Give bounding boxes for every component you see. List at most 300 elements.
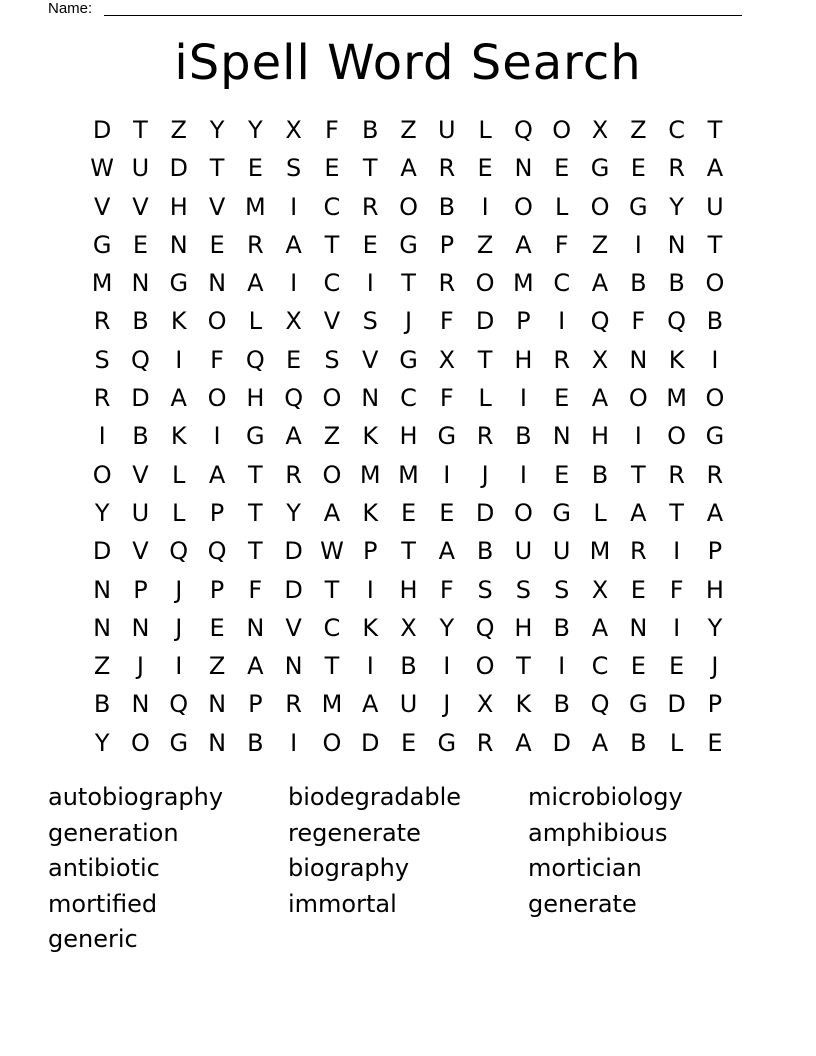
grid-letter: J bbox=[175, 575, 183, 604]
grid-letter: S bbox=[554, 575, 570, 604]
grid-letter: P bbox=[707, 690, 723, 719]
grid-letter: A bbox=[323, 498, 341, 527]
grid-letter: I bbox=[443, 652, 451, 681]
grid-letter: M bbox=[244, 192, 266, 221]
grid-letter: B bbox=[706, 307, 724, 336]
grid-letter: N bbox=[514, 154, 533, 183]
grid-letter: H bbox=[514, 345, 533, 374]
grid-letter: F bbox=[248, 575, 263, 604]
grid-letter: V bbox=[93, 192, 111, 221]
grid-letter: I bbox=[519, 460, 527, 489]
grid-letter: F bbox=[669, 575, 684, 604]
grid-letter: E bbox=[400, 728, 417, 757]
grid-letter: O bbox=[552, 116, 572, 144]
grid-letter: V bbox=[132, 460, 149, 489]
grid-letter: Q bbox=[169, 690, 189, 719]
grid-letter: C bbox=[323, 613, 341, 642]
grid-letter: N bbox=[208, 728, 227, 757]
word-list-item: mortician bbox=[528, 854, 642, 882]
grid-letter: R bbox=[285, 460, 302, 489]
grid-letter: X bbox=[285, 307, 302, 336]
grid-letter: A bbox=[515, 230, 532, 259]
grid-letter: I bbox=[558, 652, 566, 681]
word-list-item: biodegradable bbox=[288, 783, 462, 811]
grid-letter: H bbox=[705, 575, 724, 604]
grid-letter: I bbox=[213, 422, 221, 451]
grid-letter: U bbox=[399, 690, 418, 719]
word-list-item: amphibious bbox=[528, 818, 668, 847]
grid-letter: D bbox=[475, 498, 495, 527]
grid-letter: C bbox=[323, 269, 341, 298]
grid-letter: S bbox=[286, 154, 302, 183]
grid-letter: G bbox=[169, 728, 189, 757]
grid-letter: G bbox=[437, 728, 457, 757]
grid-letter: T bbox=[630, 460, 646, 489]
grid-letter: R bbox=[438, 154, 456, 183]
grid-letter: W bbox=[320, 537, 344, 566]
grid-letter: I bbox=[290, 269, 298, 298]
grid-letter: L bbox=[478, 116, 492, 144]
grid-letter: P bbox=[209, 575, 225, 604]
grid-letter: S bbox=[515, 575, 532, 604]
grid-letter: A bbox=[591, 384, 609, 413]
grid-letter: H bbox=[399, 575, 418, 604]
grid-letter: P bbox=[362, 537, 378, 566]
grid-letter: B bbox=[630, 269, 647, 298]
grid-letter: F bbox=[631, 307, 646, 336]
grid-letter: V bbox=[132, 192, 149, 221]
grid-letter: O bbox=[322, 728, 342, 757]
grid-letter: G bbox=[629, 192, 648, 221]
grid-letter: I bbox=[443, 460, 451, 489]
grid-letter: I bbox=[634, 422, 642, 451]
grid-letter: J bbox=[404, 307, 413, 336]
grid-letter: M bbox=[321, 690, 343, 719]
grid-letter: A bbox=[591, 269, 609, 298]
grid-letter: Z bbox=[93, 652, 111, 681]
grid-letter: O bbox=[628, 384, 648, 413]
grid-letter: R bbox=[629, 537, 647, 566]
grid-letter: C bbox=[553, 269, 571, 298]
grid-letter: R bbox=[285, 690, 302, 719]
grid-letter: D bbox=[552, 728, 571, 757]
letter-grid bbox=[83, 111, 734, 762]
grid-letter: I bbox=[711, 345, 719, 374]
grid-letter: M bbox=[398, 460, 419, 489]
grid-letter: T bbox=[248, 460, 263, 489]
grid-letter: V bbox=[132, 537, 149, 566]
grid-letter: F bbox=[554, 230, 569, 259]
grid-letter: M bbox=[589, 537, 611, 566]
grid-letter: G bbox=[399, 230, 418, 259]
grid-letter: A bbox=[515, 728, 532, 757]
grid-letter: N bbox=[208, 690, 227, 719]
grid-letter: Q bbox=[475, 613, 495, 642]
grid-letter: P bbox=[516, 307, 531, 336]
grid-letter: T bbox=[209, 154, 225, 183]
grid-letter: N bbox=[552, 422, 571, 451]
word-list-item: microbiology bbox=[528, 783, 683, 811]
grid-letter: I bbox=[519, 384, 527, 413]
grid-letter: S bbox=[362, 307, 378, 336]
grid-letter: A bbox=[400, 154, 417, 183]
grid-letter: T bbox=[362, 154, 378, 183]
grid-letter: R bbox=[553, 345, 571, 374]
grid-letter: R bbox=[438, 269, 456, 298]
grid-letter: Y bbox=[94, 498, 110, 527]
grid-letter: A bbox=[591, 728, 609, 757]
grid-letter: H bbox=[246, 384, 265, 413]
grid-letter: S bbox=[324, 345, 340, 374]
grid-letter: T bbox=[248, 498, 263, 527]
grid-letter: G bbox=[399, 345, 418, 374]
grid-letter: N bbox=[284, 652, 303, 681]
grid-letter: Z bbox=[208, 652, 226, 681]
grid-letter: A bbox=[170, 384, 187, 413]
grid-letter: I bbox=[366, 269, 374, 298]
grid-letter: A bbox=[285, 230, 302, 259]
name-underline bbox=[104, 15, 742, 16]
grid-letter: M bbox=[513, 269, 534, 298]
grid-letter: Y bbox=[94, 728, 110, 757]
grid-letter: Z bbox=[323, 422, 341, 451]
grid-letter: O bbox=[590, 192, 610, 221]
grid-letter: B bbox=[553, 690, 570, 719]
grid-letter: O bbox=[513, 192, 533, 221]
grid-letter: E bbox=[630, 575, 646, 604]
grid-letter: V bbox=[323, 307, 341, 336]
grid-letter: D bbox=[92, 116, 112, 144]
grid-letter: R bbox=[706, 460, 724, 489]
grid-letter: L bbox=[555, 192, 569, 221]
grid-letter: O bbox=[131, 728, 150, 757]
grid-letter: C bbox=[668, 116, 685, 144]
grid-letter: X bbox=[285, 116, 302, 144]
grid-letter: B bbox=[247, 728, 264, 757]
grid-letter: Q bbox=[245, 345, 265, 374]
grid-letter: K bbox=[515, 690, 532, 719]
grid-letter: B bbox=[591, 460, 609, 489]
grid-letter: A bbox=[630, 498, 647, 527]
grid-letter: J bbox=[175, 613, 183, 642]
grid-letter: N bbox=[629, 345, 648, 374]
grid-letter: D bbox=[667, 690, 686, 719]
grid-letter: I bbox=[175, 652, 183, 681]
grid-letter: U bbox=[706, 192, 724, 221]
grid-letter: K bbox=[362, 498, 379, 527]
grid-letter: O bbox=[705, 384, 725, 413]
grid-letter: F bbox=[325, 116, 339, 144]
grid-letter: G bbox=[92, 230, 112, 259]
grid-letter: U bbox=[514, 537, 533, 566]
grid-letter: U bbox=[131, 498, 150, 527]
grid-letter: E bbox=[247, 154, 263, 183]
grid-letter: C bbox=[323, 192, 341, 221]
grid-letter: I bbox=[175, 345, 183, 374]
grid-letter: T bbox=[707, 230, 723, 259]
grid-letter: E bbox=[209, 613, 225, 642]
grid-letter: N bbox=[131, 613, 150, 642]
grid-letter: A bbox=[706, 154, 724, 183]
grid-letter: G bbox=[437, 422, 457, 451]
grid-letter: Z bbox=[476, 230, 494, 259]
grid-letter: L bbox=[248, 307, 263, 336]
grid-letter: K bbox=[170, 422, 187, 451]
grid-letter: Q bbox=[284, 384, 304, 413]
grid-letter: B bbox=[132, 307, 149, 336]
grid-letter: O bbox=[92, 460, 112, 489]
word-list-item: generate bbox=[528, 889, 637, 918]
grid-letter: R bbox=[361, 192, 379, 221]
grid-letter: O bbox=[207, 307, 227, 336]
grid-letter: V bbox=[208, 192, 226, 221]
grid-letter: P bbox=[707, 537, 723, 566]
grid-letter: S bbox=[94, 345, 110, 374]
grid-letter: D bbox=[169, 154, 188, 183]
name-label: Name: bbox=[48, 0, 93, 17]
grid-letter: T bbox=[324, 575, 340, 604]
grid-letter: L bbox=[172, 498, 186, 527]
grid-letter: W bbox=[90, 154, 115, 183]
grid-letter: I bbox=[558, 307, 566, 336]
grid-letter: N bbox=[246, 613, 265, 642]
grid-letter: H bbox=[514, 613, 533, 642]
grid-letter: R bbox=[246, 230, 264, 259]
grid-letter: F bbox=[439, 384, 454, 413]
grid-letter: B bbox=[438, 192, 456, 221]
grid-letter: H bbox=[399, 422, 418, 451]
grid-letter: H bbox=[169, 192, 188, 221]
grid-letter: Y bbox=[439, 613, 455, 642]
grid-letter: R bbox=[476, 422, 494, 451]
grid-letter: R bbox=[668, 460, 685, 489]
grid-letter: K bbox=[170, 307, 187, 336]
grid-letter: E bbox=[707, 728, 723, 757]
grid-letter: C bbox=[591, 652, 609, 681]
grid-letter: E bbox=[362, 230, 378, 259]
grid-letter: E bbox=[324, 154, 340, 183]
grid-letter: T bbox=[401, 537, 416, 566]
grid-letter: D bbox=[284, 537, 303, 566]
grid-letter: B bbox=[361, 116, 379, 144]
grid-letter: I bbox=[366, 575, 374, 604]
grid-letter: K bbox=[362, 422, 379, 451]
grid-letter: Q bbox=[169, 537, 189, 566]
grid-letter: O bbox=[705, 269, 725, 298]
grid-letter: M bbox=[666, 384, 687, 413]
grid-letter: J bbox=[136, 652, 144, 681]
grid-letter: E bbox=[400, 498, 417, 527]
grid-letter: N bbox=[131, 269, 150, 298]
grid-letter: M bbox=[359, 460, 381, 489]
grid-letter: J bbox=[443, 690, 451, 719]
grid-letter: N bbox=[169, 230, 188, 259]
grid-letter: D bbox=[360, 728, 380, 757]
grid-letter: G bbox=[246, 422, 265, 451]
grid-letter: N bbox=[629, 613, 648, 642]
grid-letter: D bbox=[475, 307, 495, 336]
grid-letter: D bbox=[284, 575, 303, 604]
grid-letter: U bbox=[131, 154, 150, 183]
grid-letter: N bbox=[93, 613, 112, 642]
grid-letter: T bbox=[477, 345, 493, 374]
grid-letter: G bbox=[552, 498, 572, 527]
grid-letter: B bbox=[400, 652, 417, 681]
grid-letter: A bbox=[706, 498, 724, 527]
grid-letter: Y bbox=[248, 116, 263, 144]
grid-letter: L bbox=[478, 384, 492, 413]
grid-letter: I bbox=[290, 728, 298, 757]
grid-letter: E bbox=[630, 652, 646, 681]
word-list-item: immortal bbox=[288, 889, 397, 918]
grid-letter: D bbox=[131, 384, 150, 413]
grid-letter: E bbox=[554, 384, 570, 413]
grid-letter: E bbox=[669, 652, 685, 681]
grid-letter: K bbox=[668, 345, 685, 374]
grid-letter: Z bbox=[591, 230, 609, 259]
grid-letter: A bbox=[208, 460, 226, 489]
grid-letter: D bbox=[92, 537, 112, 566]
grid-letter: P bbox=[133, 575, 148, 604]
grid-letter: T bbox=[707, 116, 723, 144]
grid-letter: B bbox=[93, 690, 111, 719]
grid-letter: X bbox=[476, 690, 494, 719]
grid-letter: N bbox=[131, 690, 150, 719]
grid-letter: A bbox=[438, 537, 456, 566]
grid-letter: E bbox=[554, 154, 570, 183]
grid-letter: Q bbox=[590, 690, 610, 719]
grid-letter: C bbox=[400, 384, 417, 413]
grid-letter: Y bbox=[669, 192, 684, 221]
grid-letter: I bbox=[98, 422, 106, 451]
word-list-item: biography bbox=[288, 854, 410, 882]
grid-letter: O bbox=[475, 269, 495, 298]
grid-letter: T bbox=[516, 652, 531, 681]
grid-letter: Q bbox=[513, 116, 533, 144]
grid-letter: R bbox=[668, 154, 685, 183]
grid-letter: R bbox=[476, 728, 494, 757]
grid-letter: T bbox=[669, 498, 684, 527]
grid-letter: E bbox=[209, 230, 225, 259]
grid-letter: Y bbox=[209, 116, 225, 144]
grid-letter: Z bbox=[400, 116, 417, 144]
grid-letter: P bbox=[209, 498, 225, 527]
word-list-item: generation bbox=[48, 818, 179, 847]
grid-letter: S bbox=[477, 575, 493, 604]
grid-letter: B bbox=[476, 537, 494, 566]
grid-letter: U bbox=[438, 116, 456, 144]
grid-letter: B bbox=[515, 422, 532, 451]
grid-letter: I bbox=[481, 192, 489, 221]
grid-letter: B bbox=[630, 728, 647, 757]
grid-letter: O bbox=[399, 192, 418, 221]
grid-letter: R bbox=[93, 307, 111, 336]
grid-letter: R bbox=[93, 384, 111, 413]
grid-letter: E bbox=[554, 460, 570, 489]
grid-letter: O bbox=[322, 384, 342, 413]
grid-letter: X bbox=[438, 345, 456, 374]
grid-letter: E bbox=[439, 498, 455, 527]
word-list-item: mortified bbox=[48, 889, 158, 918]
grid-letter: T bbox=[401, 269, 416, 298]
grid-letter: Q bbox=[207, 537, 227, 566]
grid-letter: I bbox=[673, 613, 681, 642]
grid-letter: F bbox=[210, 345, 224, 374]
grid-letter: T bbox=[324, 230, 340, 259]
grid-letter: I bbox=[290, 192, 298, 221]
grid-letter: A bbox=[362, 690, 379, 719]
word-list-item: regenerate bbox=[288, 818, 421, 847]
grid-letter: B bbox=[553, 613, 570, 642]
grid-letter: H bbox=[590, 422, 610, 451]
grid-letter: O bbox=[322, 460, 342, 489]
grid-letter: J bbox=[711, 652, 719, 681]
grid-letter: N bbox=[667, 230, 686, 259]
grid-letter: T bbox=[248, 537, 263, 566]
grid-letter: K bbox=[362, 613, 379, 642]
grid-letter: V bbox=[362, 345, 379, 374]
grid-letter: J bbox=[481, 460, 489, 489]
grid-letter: I bbox=[634, 230, 642, 259]
grid-letter: P bbox=[248, 690, 263, 719]
grid-letter: I bbox=[673, 537, 681, 566]
grid-letter: L bbox=[172, 460, 186, 489]
grid-letter: O bbox=[475, 652, 495, 681]
word-list-item: antibiotic bbox=[48, 854, 160, 882]
name-field[interactable] bbox=[48, 0, 742, 18]
grid-letter: F bbox=[439, 575, 454, 604]
grid-letter: Q bbox=[131, 345, 150, 374]
grid-letter: U bbox=[552, 537, 571, 566]
word-list bbox=[48, 780, 768, 958]
grid-letter: E bbox=[477, 154, 493, 183]
grid-letter: Z bbox=[170, 116, 187, 144]
grid-letter: A bbox=[247, 269, 264, 298]
grid-letter: P bbox=[439, 230, 455, 259]
grid-letter: L bbox=[593, 498, 607, 527]
grid-letter: T bbox=[324, 652, 340, 681]
grid-letter: F bbox=[439, 307, 454, 336]
grid-letter: X bbox=[400, 613, 417, 642]
grid-letter: N bbox=[93, 575, 112, 604]
grid-letter: Q bbox=[590, 307, 610, 336]
grid-letter: E bbox=[132, 230, 149, 259]
page-title: iSpell Word Search bbox=[174, 35, 642, 91]
grid-letter: Q bbox=[667, 307, 687, 336]
grid-letter: X bbox=[591, 116, 609, 144]
grid-letter: G bbox=[705, 422, 725, 451]
grid-letter: I bbox=[366, 652, 374, 681]
grid-letter: G bbox=[169, 269, 189, 298]
grid-letter: O bbox=[207, 384, 227, 413]
grid-letter: O bbox=[513, 498, 533, 527]
grid-letter: M bbox=[91, 269, 113, 298]
grid-letter: E bbox=[630, 154, 646, 183]
grid-letter: L bbox=[669, 728, 684, 757]
grid-letter: Y bbox=[286, 498, 301, 527]
grid-letter: A bbox=[591, 613, 609, 642]
grid-letter: O bbox=[667, 422, 687, 451]
grid-letter: Z bbox=[630, 116, 647, 144]
grid-letter: G bbox=[629, 690, 648, 719]
grid-letter: N bbox=[361, 384, 380, 413]
grid-letter: B bbox=[132, 422, 149, 451]
grid-letter: A bbox=[247, 652, 264, 681]
grid-letter: X bbox=[591, 345, 609, 374]
grid-letter: T bbox=[133, 116, 148, 144]
grid-letter: B bbox=[668, 269, 685, 298]
grid-letter: A bbox=[285, 422, 302, 451]
